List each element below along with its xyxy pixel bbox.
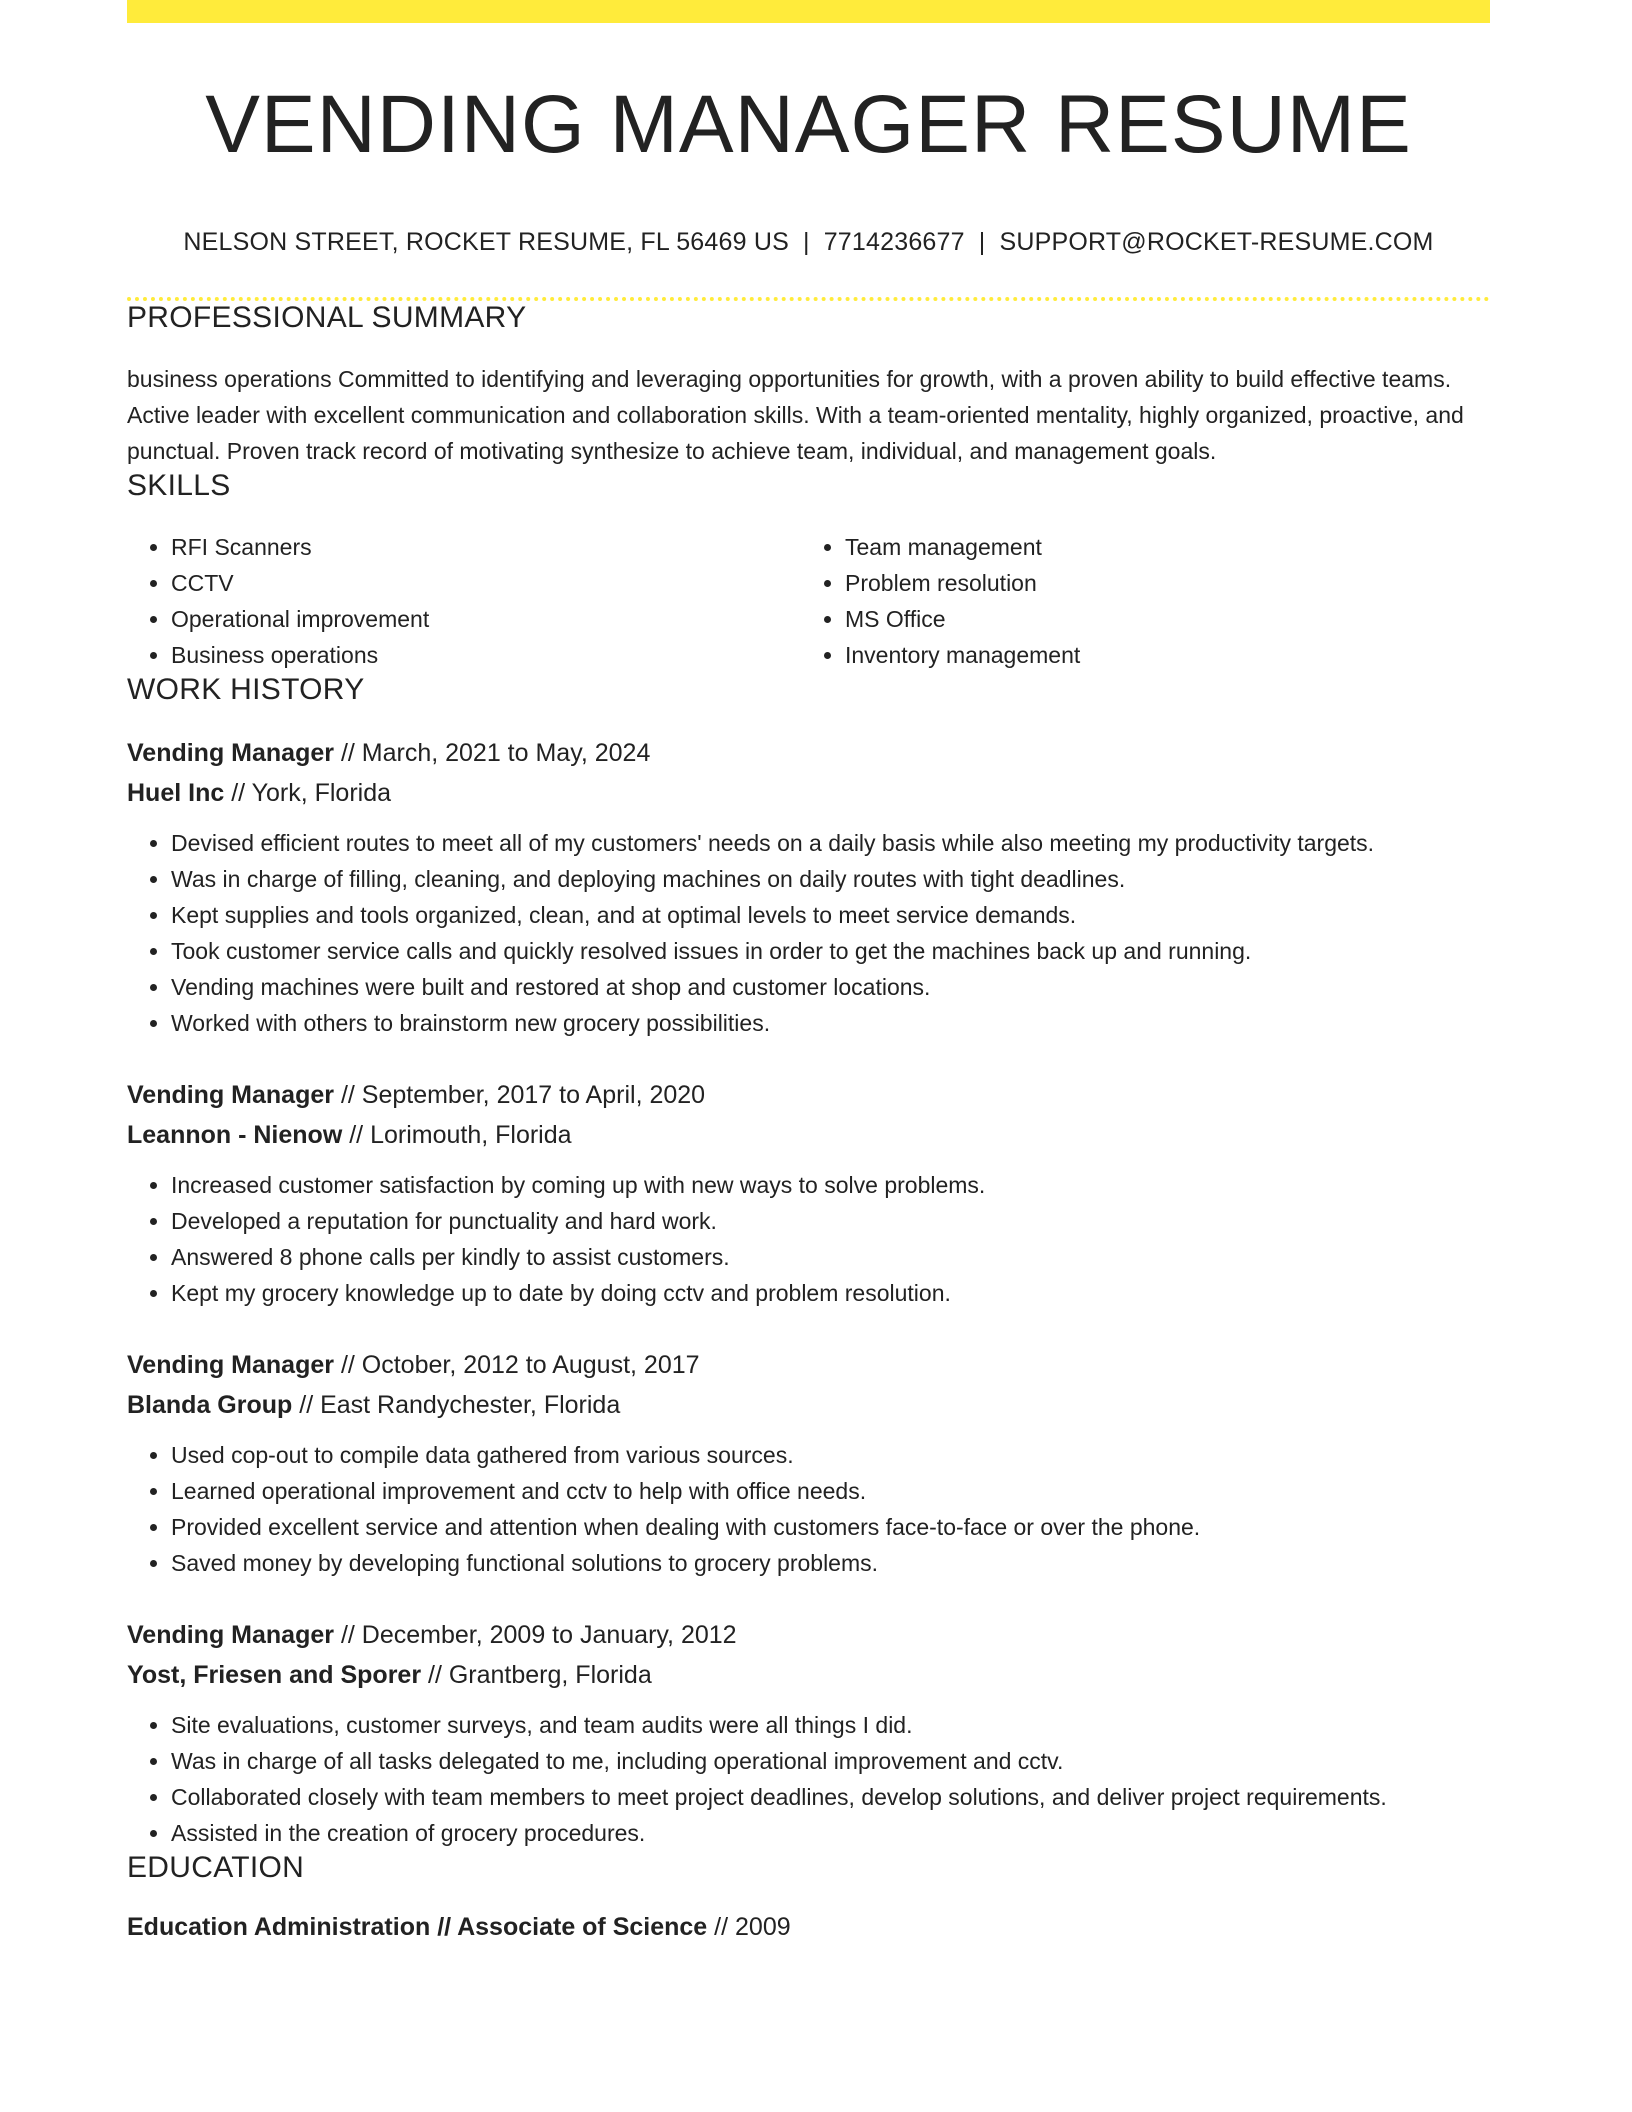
job-entry [127, 1615, 1490, 1851]
education-entry [127, 1907, 1490, 1947]
skill-item: • Operational improvement [171, 601, 801, 637]
job-title: Vending Manager [127, 1621, 334, 1650]
contact-separator: | [803, 228, 810, 257]
skill-item: • Business operations [171, 637, 801, 673]
job-bullet: • Learned operational improvement and cctv to help with office needs. [171, 1473, 1490, 1509]
job-company: Huel Inc [127, 779, 225, 808]
job-bullets [127, 1437, 1490, 1581]
job-bullet: • Vending machines were built and restored at shop and customer locations. [171, 969, 1490, 1005]
job-bullet: • Was in charge of filling, cleaning, and deploying machines on daily routes with tight deadlines. [171, 861, 1490, 897]
job-dates: // December, 2009 to January, 2012 [340, 1621, 737, 1650]
job-bullet: • Was in charge of all tasks delegated to me, including operational improvement and cctv. [171, 1743, 1490, 1779]
job-dates: // October, 2012 to August, 2017 [340, 1351, 700, 1380]
summary-heading: PROFESSIONAL SUMMARY [127, 301, 527, 335]
job-bullets [127, 1707, 1490, 1851]
job-title-line [127, 1075, 1490, 1115]
job-bullet: • Took customer service calls and quickly resolved issues in order to get the machines back up and running. [171, 933, 1490, 969]
job-bullet: • Developed a reputation for punctuality and hard work. [171, 1203, 1490, 1239]
job-bullet: • Collaborated closely with team members to meet project deadlines, develop solutions, and deliver project requirements. [171, 1779, 1490, 1815]
contact-email: SUPPORT@ROCKET-RESUME.COM [999, 228, 1434, 257]
contact-address: NELSON STREET, ROCKET RESUME, FL 56469 US [183, 228, 789, 257]
education-degree: Education Administration // Associate of Science [127, 1913, 708, 1942]
job-entry [127, 1075, 1490, 1311]
job-company-line [127, 1655, 1490, 1695]
job-entry [127, 1345, 1490, 1581]
resume-page [127, 0, 1490, 1947]
skill-item: • Inventory management [845, 637, 1475, 673]
job-bullet: • Kept my grocery knowledge up to date by doing cctv and problem resolution. [171, 1275, 1490, 1311]
job-title-line [127, 1345, 1490, 1385]
skill-item: • Team management [845, 529, 1475, 565]
job-bullet: • Worked with others to brainstorm new grocery possibilities. [171, 1005, 1490, 1041]
job-bullets [127, 825, 1490, 1041]
summary-text: business operations Committed to identifying and leveraging opportunities for growth, with a proven ability to build effective teams. Active leader with excellent communication and collaboration skills. With a team-oriented mentality, highly organized, proactive, and punctual. Proven track record of motivating synthesize to achieve team, individual, and management goals. [127, 366, 1464, 465]
job-entry [127, 733, 1490, 1041]
job-bullet: • Increased customer satisfaction by coming up with new ways to solve problems. [171, 1167, 1490, 1203]
job-company-line [127, 1115, 1490, 1155]
education-year: // 2009 [714, 1913, 791, 1942]
skill-item: • RFI Scanners [171, 529, 801, 565]
contact-separator: | [978, 228, 986, 257]
job-company: Blanda Group [127, 1391, 293, 1420]
job-bullets [127, 1167, 1490, 1311]
job-bullet: • Site evaluations, customer surveys, and team audits were all things I did. [171, 1707, 1490, 1743]
resume-title: VENDING MANAGER RESUME [205, 79, 1412, 170]
job-location: // York, Florida [231, 779, 392, 808]
job-bullet: • Kept supplies and tools organized, clean, and at optimal levels to meet service demands. [171, 897, 1490, 933]
job-company-line [127, 1385, 1490, 1425]
job-location: // Lorimouth, Florida [349, 1121, 572, 1150]
skills-heading: SKILLS [127, 469, 231, 503]
job-title: Vending Manager [127, 1081, 334, 1110]
job-title-line [127, 733, 1490, 773]
job-location: // Grantberg, Florida [428, 1661, 652, 1690]
job-company: Yost, Friesen and Sporer [127, 1661, 422, 1690]
job-dates: // September, 2017 to April, 2020 [340, 1081, 706, 1110]
job-bullet: • Assisted in the creation of grocery procedures. [171, 1815, 1490, 1851]
skills-list-right [801, 529, 1475, 673]
job-bullet: • Answered 8 phone calls per kindly to assist customers. [171, 1239, 1490, 1275]
skills-list-left [127, 529, 801, 673]
job-bullet: • Provided excellent service and attention when dealing with customers face-to-face or over the phone. [171, 1509, 1490, 1545]
skill-item: • CCTV [171, 565, 801, 601]
job-location: // East Randychester, Florida [299, 1391, 621, 1420]
contact-phone: 7714236677 [823, 228, 965, 257]
job-bullet: • Saved money by developing functional solutions to grocery problems. [171, 1545, 1490, 1581]
skills-columns [127, 529, 1490, 673]
job-bullet: • Used cop-out to compile data gathered from various sources. [171, 1437, 1490, 1473]
job-bullet: • Devised efficient routes to meet all of my customers' needs on a daily basis while also meeting my productivity targets. [171, 825, 1490, 861]
contact-line [127, 228, 1490, 257]
job-title: Vending Manager [127, 739, 334, 768]
accent-top-bar [127, 0, 1490, 23]
job-company-line [127, 773, 1490, 813]
job-title: Vending Manager [127, 1351, 334, 1380]
job-dates: // March, 2021 to May, 2024 [340, 739, 651, 768]
skill-item: • MS Office [845, 601, 1475, 637]
work-history-heading: WORK HISTORY [127, 673, 365, 707]
job-company: Leannon - Nienow [127, 1121, 343, 1150]
job-title-line [127, 1615, 1490, 1655]
skill-item: • Problem resolution [845, 565, 1475, 601]
education-heading: EDUCATION [127, 1851, 305, 1885]
